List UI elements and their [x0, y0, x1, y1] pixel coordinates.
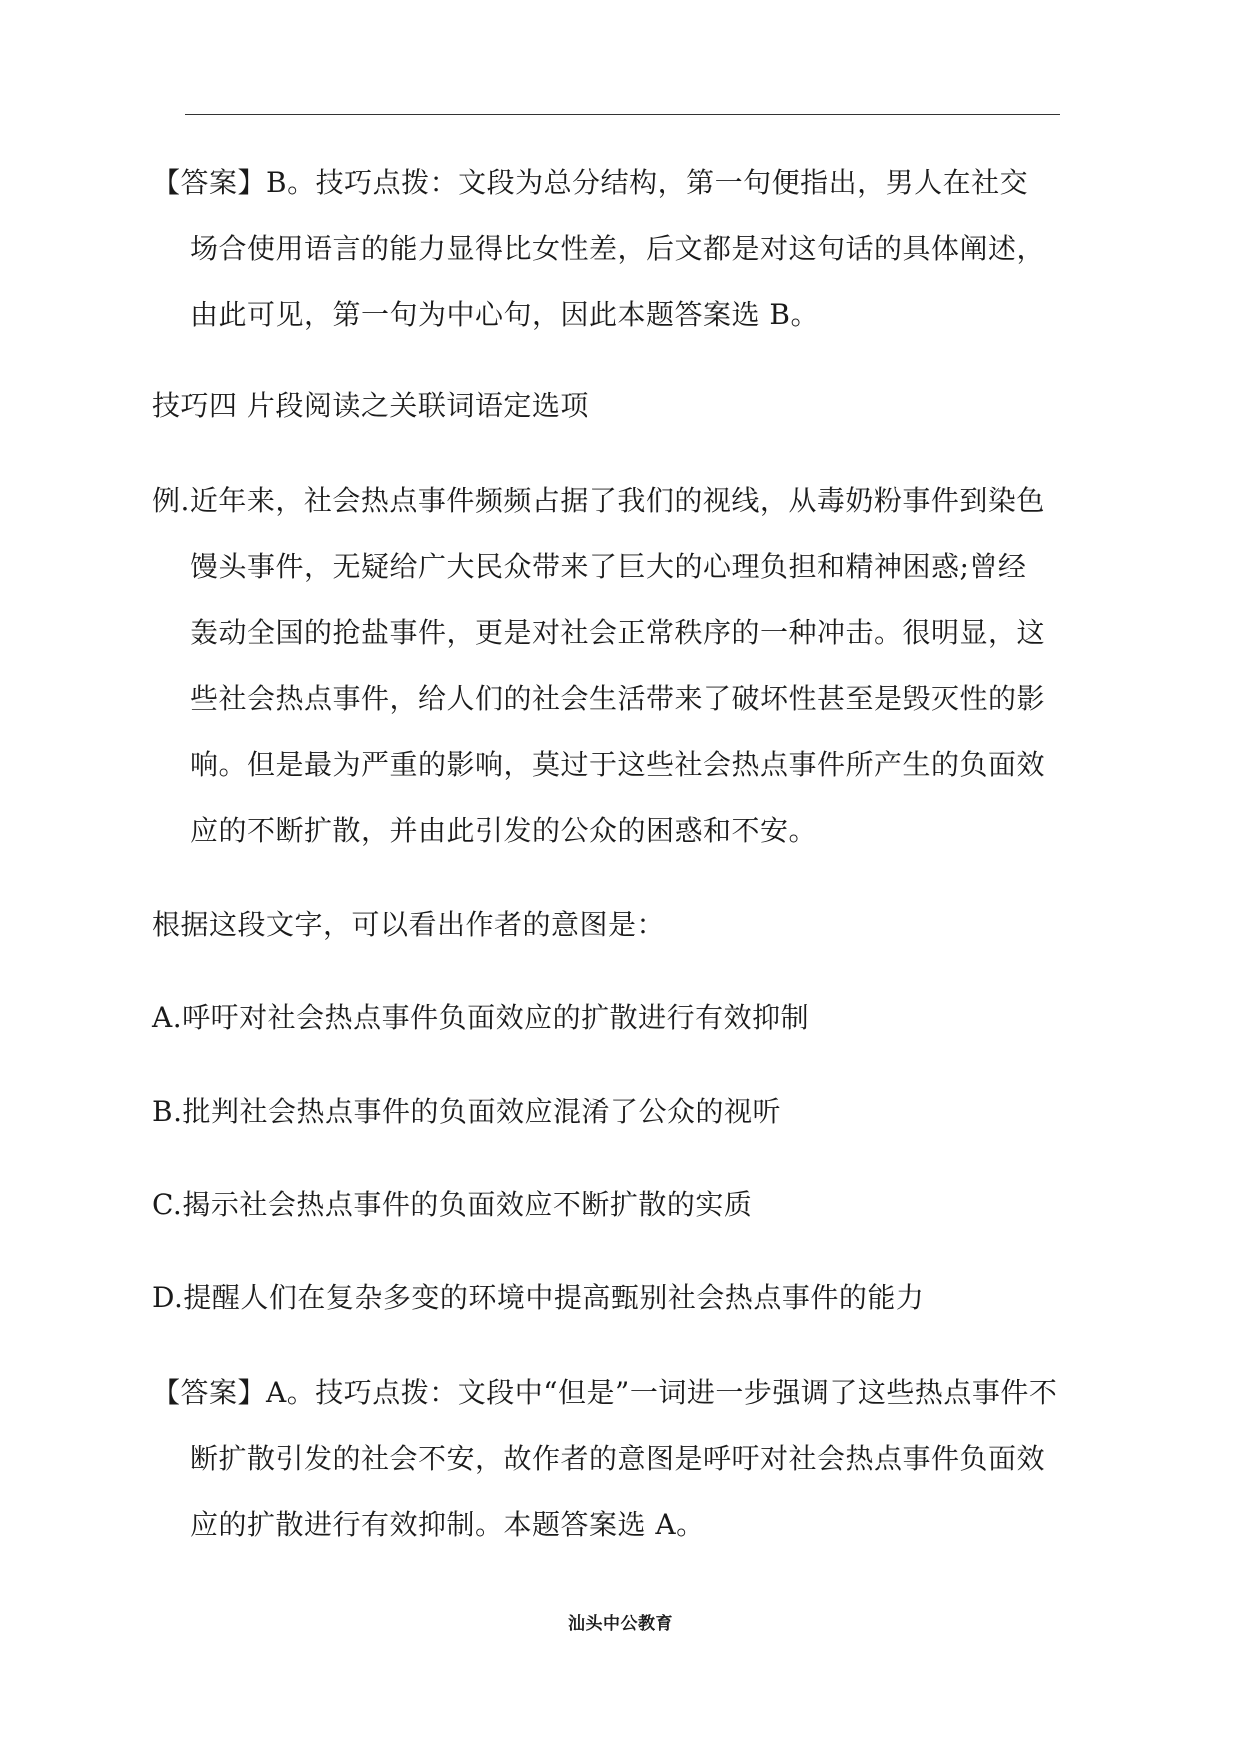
example-line-6: 应的不断扩散，并由此引发的公众的困惑和不安。: [190, 814, 818, 847]
page-footer: 汕头中公教育: [568, 1614, 673, 1634]
option-c: C.揭示社会热点事件的负面效应不断扩散的实质: [152, 1188, 753, 1221]
answer2-line-1: 【答案】A。技巧点拨：文段中“但是”一词进一步强调了这些热点事件不: [152, 1376, 1058, 1409]
example-line-2: 馒头事件，无疑给广大民众带来了巨大的心理负担和精神困惑;曾经: [190, 550, 1027, 583]
option-b: B.批判社会热点事件的负面效应混淆了公众的视听: [152, 1095, 781, 1128]
example-line-5: 响。但是最为严重的影响，莫过于这些社会热点事件所产生的负面效: [190, 748, 1046, 781]
example-line-1: 例.近年来，社会热点事件频频占据了我们的视线，从毒奶粉事件到染色: [152, 484, 1045, 517]
section-heading: 技巧四 片段阅读之关联词语定选项: [152, 389, 589, 422]
question-text: 根据这段文字，可以看出作者的意图是：: [152, 908, 666, 941]
answer1-line-2: 场合使用语言的能力显得比女性差，后文都是对这句话的具体阐述，: [190, 232, 1046, 265]
example-line-4: 些社会热点事件，给人们的社会生活带来了破坏性甚至是毁灭性的影: [190, 682, 1046, 715]
answer-block-1: [152, 150, 1060, 348]
answer-block-2: [152, 1360, 1060, 1558]
answer1-line-1: 【答案】B。技巧点拨：文段为总分结构，第一句便指出，男人在社交: [152, 166, 1029, 199]
header-rule: [185, 114, 1060, 115]
option-a: A.呼吁对社会热点事件负面效应的扩散进行有效抑制: [152, 1001, 810, 1034]
option-d: D.提醒人们在复杂多变的环境中提高甄别社会热点事件的能力: [152, 1281, 925, 1314]
answer2-line-2: 断扩散引发的社会不安，故作者的意图是呼吁对社会热点事件负面效: [190, 1442, 1046, 1475]
example-line-3: 轰动全国的抢盐事件，更是对社会正常秩序的一种冲击。很明显，这: [190, 616, 1046, 649]
answer1-line-3: 由此可见，第一句为中心句，因此本题答案选 B。: [190, 298, 819, 331]
example-block: [152, 468, 1060, 864]
answer2-line-3: 应的扩散进行有效抑制。本题答案选 A。: [190, 1508, 705, 1541]
